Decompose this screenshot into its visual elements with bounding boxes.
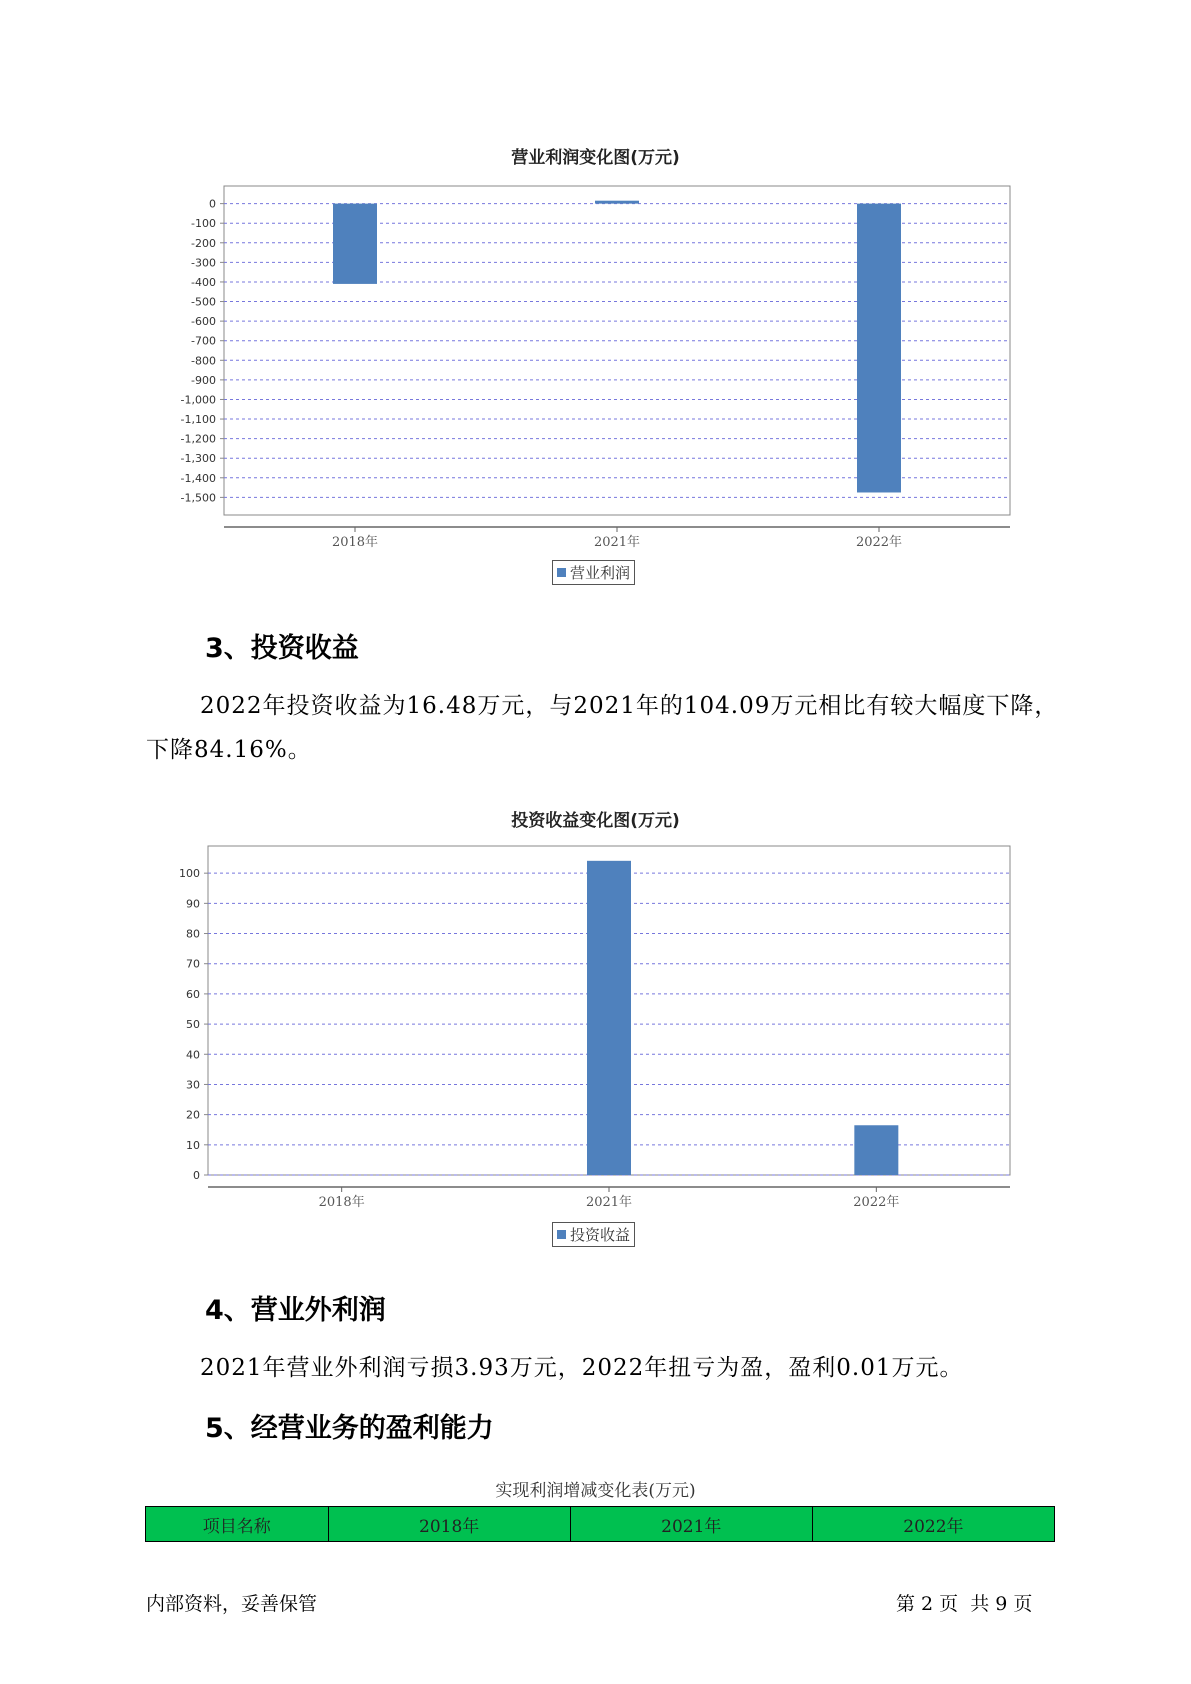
y-tick-label: 60	[186, 987, 200, 1001]
x-tick-label: 2022年	[853, 1195, 900, 1210]
y-tick-label: -200	[191, 236, 216, 250]
x-tick-label: 2022年	[855, 535, 903, 550]
profit-change-table	[145, 1506, 1055, 1542]
table-header-row	[146, 1507, 1055, 1542]
legend-swatch	[557, 1230, 566, 1239]
y-tick-label: -1,500	[180, 491, 216, 505]
footer-page-number: 第 2 页 共 9 页	[896, 1593, 1033, 1615]
y-tick-label: -1,200	[180, 432, 216, 446]
y-tick-label: -1,400	[180, 471, 216, 485]
y-tick-label: 30	[186, 1078, 200, 1092]
x-tick-label: 2021年	[585, 1195, 633, 1210]
y-tick-label: 80	[186, 927, 200, 941]
y-tick-label: 40	[186, 1048, 200, 1062]
y-tick-label: -600	[191, 315, 216, 329]
chart2-legend	[552, 1222, 635, 1247]
table-header-cell: 2022年	[812, 1507, 1054, 1542]
y-tick-label: 0	[193, 1169, 200, 1182]
y-tick-label: -400	[191, 275, 216, 289]
y-tick-label: 70	[186, 957, 200, 971]
section5-heading: 5、经营业务的盈利能力	[205, 1413, 494, 1444]
chart2-title: 投资收益变化图(万元)	[511, 811, 680, 831]
bar	[854, 1125, 898, 1175]
y-tick-label: -700	[191, 334, 216, 348]
x-tick-label: 2018年	[331, 535, 379, 550]
y-tick-label: 10	[186, 1138, 200, 1152]
chart2-legend-label: 投资收益	[570, 1226, 631, 1244]
y-tick-label: -500	[191, 295, 216, 309]
y-tick-label: -1,100	[180, 413, 216, 427]
y-tick-label: 20	[186, 1108, 200, 1122]
section4-paragraph: 2021年营业外利润亏损3.93万元，2022年扭亏为盈，盈利0.01万元。	[200, 1355, 964, 1381]
y-tick-label: -300	[191, 256, 216, 270]
chart1-legend-label: 营业利润	[570, 564, 631, 582]
chart1-title: 营业利润变化图(万元)	[511, 148, 680, 168]
y-tick-label: -100	[191, 217, 216, 231]
table-header-cell: 2018年	[328, 1507, 570, 1542]
y-tick-label: -800	[191, 354, 216, 368]
bar	[587, 861, 631, 1175]
y-tick-label: -900	[191, 373, 216, 387]
y-tick-label: 50	[186, 1018, 200, 1032]
footer-confidential-note: 内部资料，妥善保管	[146, 1593, 318, 1615]
x-tick-label: 2018年	[318, 1195, 365, 1210]
y-tick-label: -1,300	[180, 452, 216, 466]
y-tick-label: -1,000	[180, 393, 216, 407]
section3-paragraph: 2022年投资收益为16.48万元，与2021年的104.09万元相比有较大幅度下降，下降84.16%。	[146, 693, 1059, 763]
table-header-cell: 2021年	[570, 1507, 812, 1542]
y-tick-label: 90	[186, 897, 200, 911]
y-tick-label: 100	[179, 867, 200, 881]
y-tick-label: 0	[209, 197, 216, 211]
table-header-cell: 项目名称	[146, 1507, 329, 1542]
x-tick-label: 2021年	[593, 535, 641, 550]
table-caption: 实现利润增减变化表(万元)	[495, 1481, 696, 1501]
section4-heading: 4、营业外利润	[205, 1295, 386, 1326]
section3-heading: 3、投资收益	[205, 633, 359, 664]
